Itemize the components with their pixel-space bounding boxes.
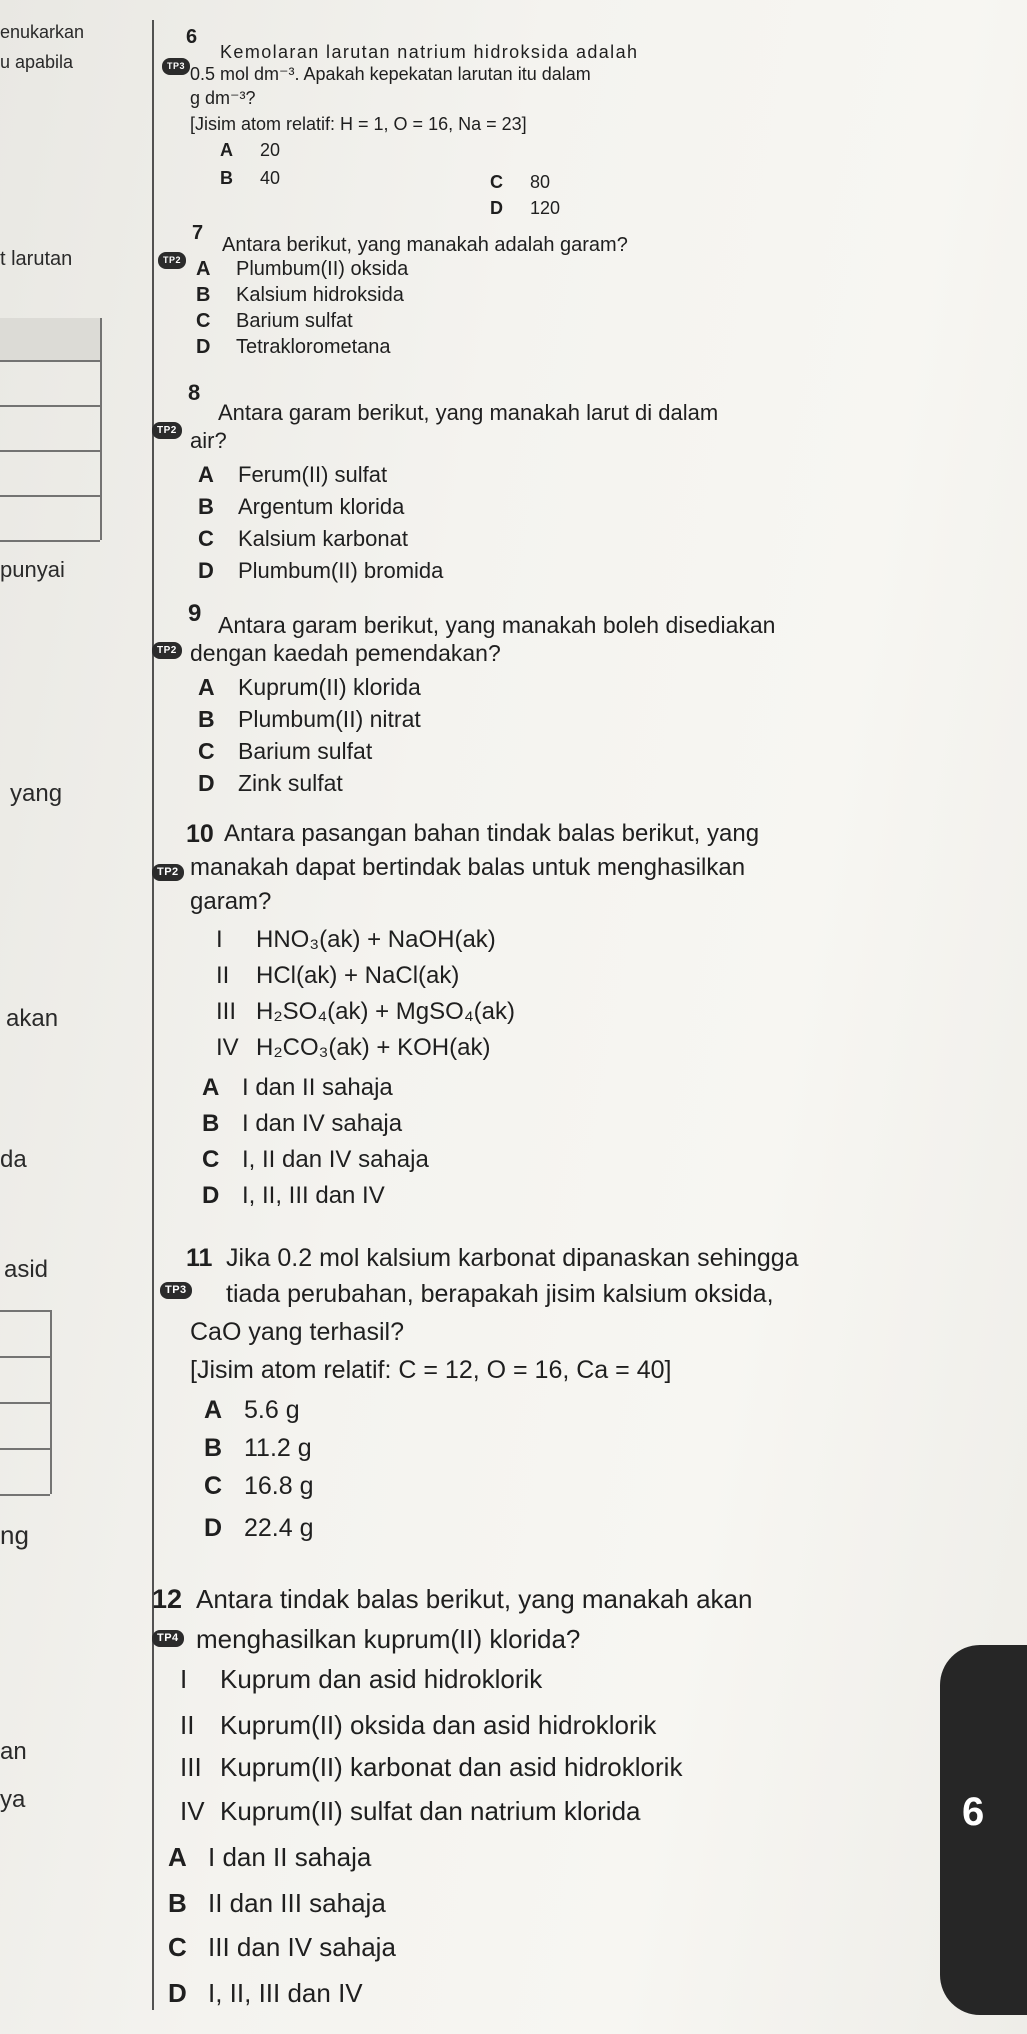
table-rule	[0, 1402, 50, 1404]
question-stem: air?	[190, 428, 227, 453]
table-rule	[0, 540, 100, 542]
column-divider	[152, 20, 154, 2010]
left-fragment: u apabila	[0, 52, 74, 72]
table-rule	[0, 1494, 50, 1496]
question-number: 10	[186, 820, 214, 848]
question-note: [Jisim atom relatif: C = 12, O = 16, Ca = 40]	[190, 1356, 672, 1384]
question-number: 11	[186, 1244, 213, 1272]
table-rule	[0, 495, 100, 497]
statement-item: IV H₂CO₃(ak) + KOH(ak)	[216, 1034, 491, 1061]
table-rule	[100, 318, 102, 540]
statement-item: I HNO₃(ak) + NaOH(ak)	[216, 926, 496, 953]
statement-item: II Kuprum(II) oksida dan asid hidroklorik	[180, 1710, 657, 1740]
question-stem: g dm⁻³?	[190, 88, 256, 108]
answer-option[interactable]: A I dan II sahaja	[202, 1074, 393, 1101]
left-fragment: ya	[0, 1786, 26, 1813]
question-stem: Kemolaran larutan natrium hidroksida adalah	[220, 42, 639, 62]
level-badge: TP2	[152, 422, 182, 439]
left-fragment: da	[0, 1146, 27, 1173]
question-stem: Antara garam berikut, yang manakah larut di dalam	[218, 400, 719, 425]
answer-option[interactable]: D Tetraklorometana	[196, 336, 391, 358]
answer-option[interactable]: B I dan IV sahaja	[202, 1110, 403, 1137]
level-badge: TP4	[152, 1630, 184, 1647]
answer-option[interactable]: C Kalsium karbonat	[198, 526, 408, 551]
left-fragment: punyai	[0, 557, 65, 582]
table-rule	[0, 1310, 50, 1312]
table-header-cell	[0, 318, 100, 360]
answer-option[interactable]: A 20	[220, 140, 281, 160]
left-fragment: yang	[10, 780, 63, 807]
question-stem: tiada perubahan, berapakah jisim kalsium oksida,	[226, 1280, 774, 1308]
statement-item: I Kuprum dan asid hidroklorik	[180, 1664, 543, 1694]
question-stem: Antara garam berikut, yang manakah boleh disediakan	[218, 612, 776, 638]
answer-option[interactable]: D I, II, III dan IV	[202, 1182, 385, 1209]
answer-option[interactable]: B II dan III sahaja	[168, 1888, 386, 1918]
question-stem: CaO yang terhasil?	[190, 1318, 405, 1346]
left-fragment: ng	[0, 1520, 29, 1550]
statement-item: IV Kuprum(II) sulfat dan natrium klorida	[180, 1796, 641, 1826]
statement-item: III H₂SO₄(ak) + MgSO₄(ak)	[216, 998, 515, 1025]
table-rule	[50, 1310, 52, 1494]
answer-option[interactable]: B Plumbum(II) nitrat	[198, 706, 421, 732]
question-stem: garam?	[190, 888, 272, 915]
question-stem: Antara berikut, yang manakah adalah garam?	[222, 234, 628, 256]
answer-option[interactable]: D 22.4 g	[204, 1514, 314, 1542]
level-badge: TP3	[162, 58, 190, 75]
left-fragment: asid	[4, 1256, 49, 1283]
answer-option[interactable]: C III dan IV sahaja	[168, 1932, 396, 1962]
answer-option[interactable]: A 5.6 g	[204, 1396, 300, 1424]
question-note: [Jisim atom relatif: H = 1, O = 16, Na = 23]	[190, 114, 527, 134]
question-number: 9	[188, 600, 202, 627]
answer-option[interactable]: D I, II, III dan IV	[168, 1978, 363, 2008]
question-number: 6	[186, 26, 198, 48]
answer-option[interactable]: C 16.8 g	[204, 1472, 314, 1500]
level-badge: TP2	[152, 642, 182, 659]
answer-option[interactable]: A Ferum(II) sulfat	[198, 462, 388, 487]
question-number: 12	[152, 1584, 183, 1614]
page-number: 6	[962, 1790, 985, 1834]
answer-option[interactable]: D Zink sulfat	[198, 770, 343, 796]
table-rule	[0, 405, 100, 407]
answer-option[interactable]: B 11.2 g	[204, 1434, 312, 1462]
level-badge: TP3	[160, 1282, 192, 1299]
question-stem: Antara pasangan bahan tindak balas berikut, yang	[224, 820, 760, 847]
answer-option[interactable]: D Plumbum(II) bromida	[198, 558, 444, 583]
left-fragment: akan	[6, 1005, 59, 1032]
answer-option[interactable]: A Kuprum(II) klorida	[198, 674, 421, 700]
question-number: 8	[188, 380, 201, 405]
question-stem: manakah dapat bertindak balas untuk menghasilkan	[190, 854, 746, 881]
question-number: 7	[192, 222, 204, 244]
answer-option[interactable]: A Plumbum(II) oksida	[196, 258, 409, 280]
answer-option[interactable]: B 40	[220, 168, 281, 188]
answer-option[interactable]: C I, II dan IV sahaja	[202, 1146, 429, 1173]
left-fragment: enukarkan	[0, 22, 85, 42]
answer-option[interactable]: C Barium sulfat	[198, 738, 373, 764]
table-rule	[0, 450, 100, 452]
level-badge: TP2	[158, 252, 186, 269]
answer-option[interactable]: B Kalsium hidroksida	[196, 284, 404, 306]
answer-option[interactable]: B Argentum klorida	[198, 494, 405, 519]
statement-item: II HCl(ak) + NaCl(ak)	[216, 962, 460, 989]
table-rule	[0, 1448, 50, 1450]
left-fragment: t larutan	[0, 248, 73, 270]
question-stem: menghasilkan kuprum(II) klorida?	[196, 1624, 581, 1654]
answer-option[interactable]: D 120	[490, 198, 561, 218]
question-stem: Antara tindak balas berikut, yang manakah akan	[196, 1584, 753, 1614]
question-stem: dengan kaedah pemendakan?	[190, 640, 501, 666]
left-fragment: an	[0, 1738, 27, 1765]
answer-option[interactable]: C 80	[490, 172, 551, 192]
answer-option[interactable]: C Barium sulfat	[196, 310, 353, 332]
question-stem: 0.5 mol dm⁻³. Apakah kepekatan larutan itu dalam	[190, 64, 591, 84]
statement-item: III Kuprum(II) karbonat dan asid hidroklorik	[180, 1752, 683, 1782]
answer-option[interactable]: A I dan II sahaja	[168, 1842, 372, 1872]
table-rule	[0, 1356, 50, 1358]
table-rule	[0, 360, 100, 362]
level-badge: TP2	[152, 864, 184, 881]
question-stem: Jika 0.2 mol kalsium karbonat dipanaskan sehingga	[226, 1244, 799, 1272]
